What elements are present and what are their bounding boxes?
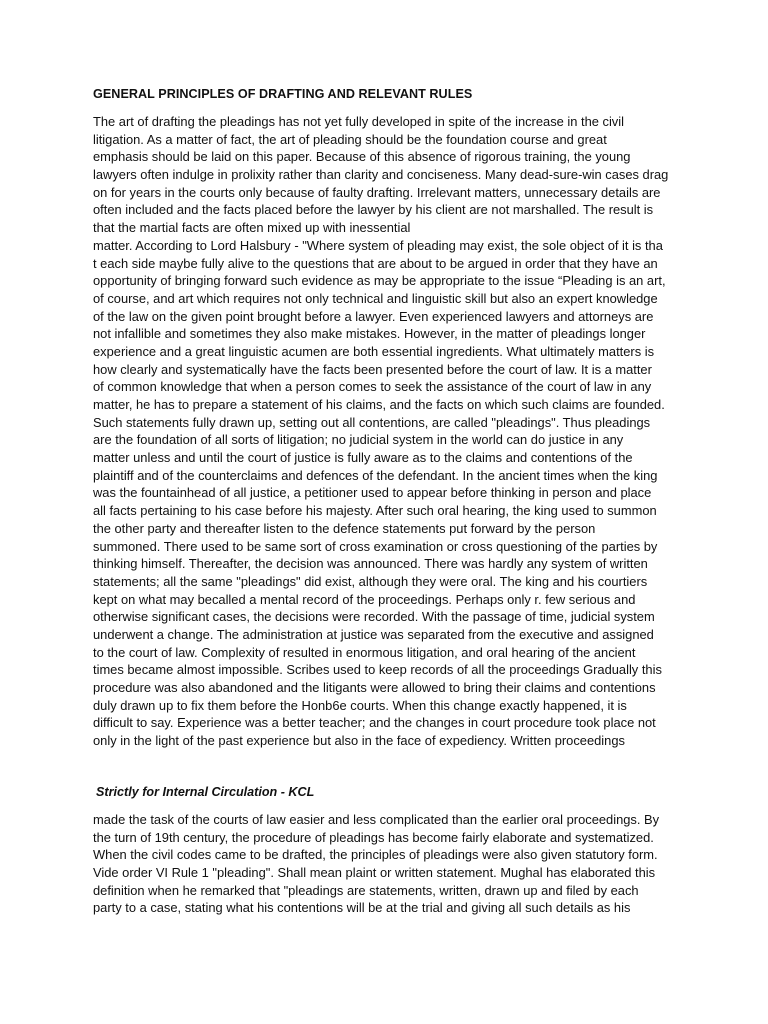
text-line: matter, he has to prepare a statement of his claims, and the facts on which such claims are founded. (93, 397, 665, 412)
text-line: emphasis should be laid on this paper. Because of this absence of rigorous training, the young (93, 149, 631, 165)
text-line: lawyers often indulge in prolixity rather than clarity and conciseness. Many dead-sure-win cases drag (93, 167, 669, 183)
text-line: experience and a great linguistic acumen are both essential ingredients. What ultimately matters is (93, 343, 655, 359)
text-line: matter. According to Lord Halsbury - "Where system of pleading may exist, the sole object of it is tha (93, 237, 663, 253)
text-line: definition when he remarked that "pleadings are statements, written, drawn up and filed by each (93, 882, 639, 898)
text-line: When the civil codes came to be drafted, the principles of pleadings were also given statutory form. (93, 847, 658, 863)
text-line: was the fountainhead of all justice, a petitioner used to appear before thinking in person and place (93, 485, 652, 501)
text-line: underwent a change. The administration at justice was separated from the executive and assigned (93, 626, 654, 642)
text-line: matter unless and until the court of justice is fully aware as to the claims and contentions of the (93, 450, 633, 466)
text-line: party to a case, stating what his contentions will be at the trial and giving all such details as his (93, 900, 631, 916)
text-line: t each side maybe fully alive to the questions that are about to be argued in order that they have an (93, 255, 658, 271)
text-line: to the court of law. Complexity of resulted in enormous litigation, and oral hearing of the ancient (93, 644, 636, 660)
text-line: Such statements fully drawn up, setting out all contentions, are called "pleadings". Thus pleadings (93, 414, 651, 430)
text-line: the other party and thereafter listen to the defence statements put forward by the person (93, 520, 596, 536)
text-line: are the foundation of all sorts of litigation; no judicial system in the world can do justice in any (93, 432, 624, 448)
text-line: all facts pertaining to his case before his majesty. After such oral hearing, the king used to summon (93, 503, 657, 519)
document-heading: GENERAL PRINCIPLES OF DRAFTING AND RELEVANT RULES (93, 87, 473, 101)
text-line: difficult to say. Experience was a better teacher; and the changes in court procedure took place not (93, 715, 656, 731)
body-paragraph (93, 113, 693, 750)
text-line: of the law on the given point brought before a lawyer. Even experienced lawyers and attorneys are (93, 308, 654, 324)
text-line: only in the light of the past experience but also in the face of expediency. Written proceedings (93, 733, 625, 749)
text-line: that the martial facts are often mixed up with inessential (93, 220, 411, 236)
text-line: procedure was also abandoned and the litigants were allowed to bring their claims and contentions (93, 680, 656, 695)
text-line: made the task of the courts of law easier and less complicated than the earlier oral proceedings. By (93, 812, 660, 827)
text-line: statements; all the same "pleadings" did exist, although they were oral. The king and his courtiers (93, 573, 648, 589)
text-line: of common knowledge that when a person comes to seek the assistance of the court of law in any (93, 379, 652, 395)
text-line: opportunity of bringing forward such evidence as may be appropriate to the issue “Pleading is an art, (93, 273, 666, 289)
continuation-paragraph (93, 811, 693, 917)
text-line: on for years in the courts only because of faulty drafting. Irrelevant matters, unnecessary details are (93, 184, 661, 200)
text-line: often included and the facts placed before the lawyer by his client are not marshalled. The result is (93, 202, 654, 218)
text-line: duly drawn up to fix them before the Honb6e courts. When this change exactly happened, it is (93, 697, 627, 713)
text-line: litigation. As a matter of fact, the art of pleading should be the foundation course and great (93, 131, 607, 147)
text-line: of course, and art which requires not only technical and linguistic skill but also an expert knowledge (93, 290, 658, 306)
text-line: the turn of 19th century, the procedure of pleadings has become fairly elaborate and systematized. (93, 829, 654, 845)
text-line: kept on what may becalled a mental record of the proceedings. Perhaps only r. few serious and (93, 591, 636, 607)
text-line: summoned. There used to be same sort of cross examination or cross questioning of the parties by (93, 538, 658, 554)
text-line: thinking himself. Thereafter, the decision was announced. There was hardly any system of written (93, 556, 648, 572)
text-line: how clearly and systematically have the facts been presented before the court of law. It is a matter (93, 361, 652, 377)
page-footer: Strictly for Internal Circulation - KCL (96, 785, 315, 799)
text-line: not infallible and sometimes they also make mistakes. However, in the matter of pleadings longer (93, 326, 646, 342)
text-line: times became almost impossible. Scribes used to keep records of all the proceedings Gradually this (93, 662, 662, 678)
text-line: Vide order VI Rule 1 "pleading". Shall mean plaint or written statement. Mughal has elaborated this (93, 865, 656, 881)
text-line: plaintiff and of the counterclaims and defences of the defendant. In the ancient times when the king (93, 467, 658, 483)
text-line: The art of drafting the pleadings has not yet fully developed in spite of the increase in the civil (93, 114, 624, 129)
text-line: otherwise significant cases, the decisions were recorded. With the passage of time, judicial system (93, 609, 655, 625)
